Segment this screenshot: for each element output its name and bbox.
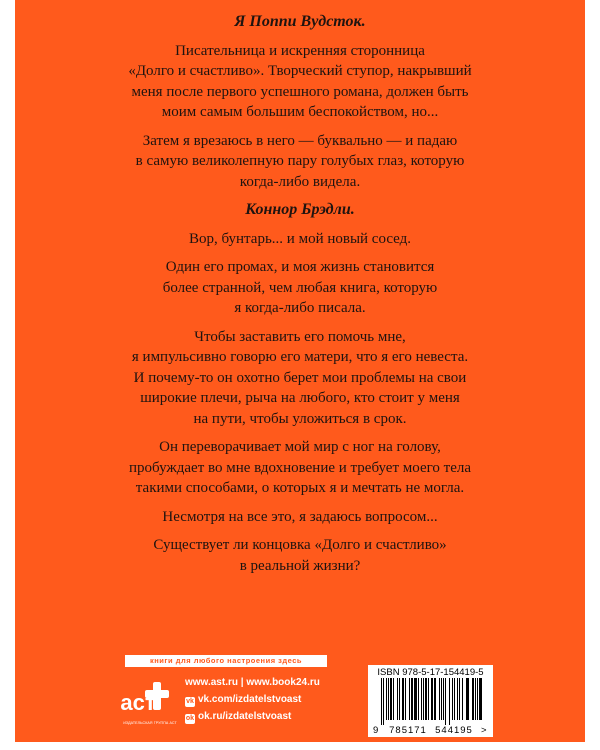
publisher-links — [185, 674, 320, 725]
barcode-bar — [386, 678, 387, 720]
blurb-line: Несмотря на все это, я задаюсь вопросом... — [162, 508, 438, 525]
blurb-line: когда-либо видела. — [239, 173, 361, 190]
barcode-bar — [402, 678, 404, 720]
blurb-line: И почему-то он охотно берет мои проблемы на свои — [133, 369, 467, 386]
ok-icon: ok — [185, 715, 195, 722]
publisher-tagline: книги для любого настроения здесь — [125, 655, 327, 667]
barcode-bar — [397, 678, 398, 720]
barcode-bar — [381, 678, 382, 725]
blurb-line: Существует ли концовка «Долго и счастливо» — [153, 537, 447, 553]
blurb-line: Один его промах, и моя жизнь становится — [165, 259, 435, 275]
barcode-bar — [449, 678, 450, 725]
blurb-line: я когда-либо писала. — [234, 300, 366, 316]
barcode-bar — [414, 678, 417, 720]
blurb-line: в самую великолепную пару голубых глаз, которую — [135, 153, 465, 169]
blurb-paragraph-5 — [15, 327, 585, 430]
blurb-line: широкие плечи, рыча на любого, кто стоит у меня — [140, 390, 460, 406]
vk-icon: vk — [186, 698, 194, 705]
barcode-bar — [443, 678, 444, 720]
barcode — [368, 665, 493, 737]
isbn-label: ISBN 978-5-17-154419-5 — [377, 667, 484, 678]
blurb-paragraph-7 — [15, 507, 585, 528]
blurb-line: я импульсивно говорю его матери, что я его невеста. — [131, 349, 469, 365]
barcode-first-digit: 9 — [373, 725, 379, 736]
barcode-bar — [462, 678, 463, 720]
blurb-line: меня после первого успешного романа, должен быть — [131, 83, 469, 100]
barcode-bar — [421, 678, 422, 720]
blurb-line: более странной, чем любая книга, которую — [162, 279, 438, 296]
ok-link-label: ok.ru/izdatelstvoast — [198, 711, 292, 722]
barcode-bar — [383, 678, 384, 725]
barcode-bar — [466, 678, 469, 720]
barcode-bar — [418, 678, 419, 720]
barcode-bar — [411, 678, 413, 720]
barcode-graphic — [368, 678, 493, 736]
barcode-bar — [439, 678, 440, 720]
barcode-bar — [434, 678, 436, 720]
barcode-bar — [479, 678, 482, 720]
ast-logo — [120, 678, 173, 726]
logo-text: аст — [120, 690, 156, 715]
book-back-cover — [15, 0, 585, 742]
barcode-end-mark: > — [481, 725, 487, 736]
blurb-line: Вор, бунтарь... и мой новый сосед. — [188, 230, 412, 247]
blurb-paragraph-1 — [15, 41, 585, 123]
barcode-bar — [477, 678, 478, 720]
blurb-line: в реальной жизни? — [239, 557, 361, 574]
blurb-line: моим самым большим беспокойством, но... — [161, 104, 439, 120]
blurb-line: на пути, чтобы уложиться в срок. — [193, 410, 407, 427]
blurb-line: пробуждает во мне вдохновение и требует моего тела — [129, 459, 471, 476]
vk-link-label: vk.com/izdatelstvoast — [198, 694, 302, 705]
barcode-bar — [475, 678, 476, 720]
barcode-bar — [405, 678, 406, 720]
blurb-paragraph-4 — [15, 257, 585, 319]
blurb-line: Затем я врезаюсь в него — буквально — и падаю — [142, 132, 458, 149]
blurb-line: такими способами, о которых я и мечтать не могла. — [135, 480, 465, 496]
barcode-right-digits: 544195 — [435, 725, 473, 736]
barcode-bar — [425, 678, 427, 720]
barcode-bar — [399, 678, 400, 720]
barcode-bar — [445, 678, 446, 725]
blurb-heading-connor: Коннор Брэдли. — [245, 201, 355, 218]
blurb-paragraph-8 — [15, 535, 585, 576]
blurb — [15, 12, 585, 584]
barcode-bar — [390, 678, 392, 720]
barcode-bar — [409, 678, 410, 720]
barcode-bar — [457, 678, 458, 720]
blurb-line: «Долго и счастливо». Творческий ступор, накрывший — [128, 63, 472, 79]
barcode-bar — [441, 678, 442, 720]
barcode-bar — [452, 678, 453, 720]
ok-link[interactable] — [185, 708, 320, 725]
blurb-heading-poppy: Я Поппи Вудсток. — [234, 13, 366, 30]
barcode-bar — [388, 678, 389, 720]
vk-link[interactable] — [185, 691, 320, 708]
barcode-bar — [393, 678, 394, 720]
blurb-paragraph-6 — [15, 437, 585, 499]
barcode-bar — [428, 678, 429, 720]
logo-caption: ИЗДАТЕЛЬСКАЯ ГРУППА АСТ — [123, 721, 177, 725]
blurb-paragraph-2 — [15, 131, 585, 193]
blurb-line: Он переворачивает мой мир с ног на голову, — [159, 439, 441, 455]
barcode-bar — [423, 678, 424, 720]
barcode-bar — [459, 678, 460, 720]
blurb-paragraph-3 — [15, 229, 585, 250]
barcode-bar — [431, 678, 433, 720]
site-links[interactable]: www.ast.ru | www.book24.ru — [185, 677, 320, 688]
barcode-bar — [454, 678, 455, 720]
barcode-left-digits: 785171 — [389, 725, 427, 736]
barcode-bar — [472, 678, 474, 720]
blurb-line: Чтобы заставить его помочь мне, — [194, 328, 406, 345]
barcode-bars — [381, 678, 482, 725]
blurb-line: Писательница и искренняя сторонница — [175, 42, 425, 59]
